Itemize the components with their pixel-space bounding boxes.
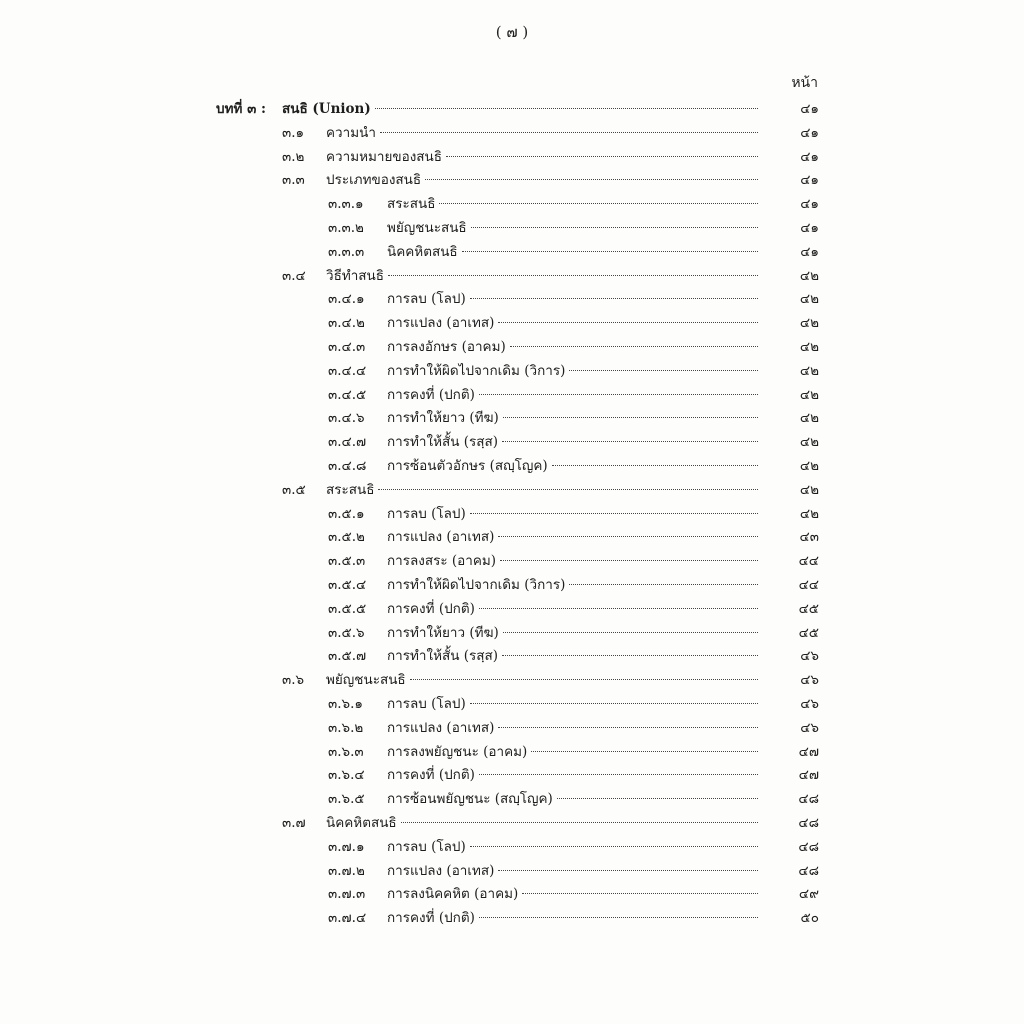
toc-entry-title: การคงที่ (ปกติ) xyxy=(387,600,475,617)
toc-entry-page: ๔๘ xyxy=(798,862,819,879)
toc-entry-number: ๓.๔.๑ xyxy=(328,291,365,308)
toc-entry-number: ๓.๔.๓ xyxy=(328,338,366,355)
toc-entry xyxy=(0,407,1024,431)
toc-entry-number: ๓.๖.๔ xyxy=(328,767,365,784)
toc-entry-title: ความนำ xyxy=(326,124,376,141)
toc-entry-title: สนธิ (Union) xyxy=(282,101,371,117)
toc-entry-title: นิคคหิตสนธิ xyxy=(326,814,397,831)
dot-leader xyxy=(569,370,758,371)
toc-entry-title: สระสนธิ xyxy=(326,481,375,498)
toc-entry xyxy=(0,169,1024,193)
dot-leader xyxy=(502,655,758,656)
toc-entry-number: ๓.๖.๕ xyxy=(328,791,365,808)
dot-leader xyxy=(500,560,758,561)
toc-entry-number: ๓.๔.๘ xyxy=(328,457,367,474)
toc-entry-title: การลงอักษร (อาคม) xyxy=(387,338,506,355)
toc-entry-title: การแปลง (อาเทส) xyxy=(387,315,495,332)
toc-entry-title: การลบ (โลป) xyxy=(387,505,466,522)
dot-leader xyxy=(502,441,758,442)
toc-entry xyxy=(0,883,1024,907)
toc-entry-page: ๔๒ xyxy=(799,434,819,451)
toc-entry-page: ๔๖ xyxy=(800,719,819,736)
dot-leader xyxy=(425,179,758,180)
toc-entry-number: ๓.๗.๒ xyxy=(328,862,365,879)
toc-entry-title: การทำให้สั้น (รสฺส) xyxy=(387,434,498,451)
toc-entry-number: ๓.๖ xyxy=(282,672,305,689)
toc-entry-page: ๔๑ xyxy=(800,101,819,117)
toc-entry-title: การซ้อนพยัญชนะ (สญฺโญค) xyxy=(387,791,553,808)
toc-entry-number: ๓.๖.๓ xyxy=(328,743,364,760)
toc-entry-number: ๓.๔.๒ xyxy=(328,315,365,332)
toc-entry-title-wrap xyxy=(387,431,758,455)
toc-entry xyxy=(0,693,1024,717)
toc-entry-page: ๔๘ xyxy=(798,791,819,808)
toc-entry-page: ๔๒ xyxy=(799,386,819,403)
toc-entry-number: ๓.๕.๗ xyxy=(328,648,367,665)
dot-leader xyxy=(503,417,758,418)
toc-entry-title-wrap xyxy=(326,265,758,289)
toc-entry-page: ๔๒ xyxy=(799,315,819,332)
toc-entry-title-wrap xyxy=(387,836,758,860)
toc-entry-page: ๔๒ xyxy=(799,338,819,355)
toc-entry xyxy=(0,550,1024,574)
toc-entry-number: ๓.๔.๗ xyxy=(328,434,367,451)
table-of-contents xyxy=(0,98,1024,931)
toc-entry-title-wrap xyxy=(387,764,758,788)
dot-leader xyxy=(479,394,758,395)
toc-entry xyxy=(0,146,1024,170)
toc-entry-title: การคงที่ (ปกติ) xyxy=(387,767,475,784)
dot-leader xyxy=(410,679,758,680)
toc-entry-title: พยัญชนะสนธิ xyxy=(387,219,467,236)
toc-entry-title-wrap xyxy=(387,550,758,574)
toc-entry-title: การทำให้ยาว (ทีฆ) xyxy=(387,410,499,427)
toc-entry xyxy=(0,455,1024,479)
toc-entry-title: การทำให้ผิดไปจากเดิม (วิการ) xyxy=(387,362,566,379)
toc-entry-title-wrap xyxy=(387,645,758,669)
toc-entry-page: ๔๒ xyxy=(799,410,819,427)
toc-entry-page: ๔๑ xyxy=(800,148,819,165)
toc-entry xyxy=(0,717,1024,741)
toc-entry-page: ๔๔ xyxy=(798,553,819,570)
dot-leader xyxy=(388,275,758,276)
toc-entry xyxy=(0,98,1024,122)
toc-entry-page: ๔๕ xyxy=(798,624,819,641)
toc-entry xyxy=(0,622,1024,646)
toc-entry-number: ๓.๕.๒ xyxy=(328,529,365,546)
toc-entry-number: ๓.๓.๒ xyxy=(328,219,364,236)
toc-entry-page: ๔๖ xyxy=(800,648,819,665)
toc-entry-page: ๔๓ xyxy=(799,529,819,546)
toc-entry-title-wrap xyxy=(326,812,758,836)
toc-entry-title-wrap xyxy=(387,907,758,931)
dot-leader xyxy=(503,632,758,633)
toc-entry-number: ๓.๕.๕ xyxy=(328,600,367,617)
toc-entry-title-wrap xyxy=(326,479,758,503)
toc-entry-title-wrap xyxy=(387,455,758,479)
toc-entry xyxy=(0,836,1024,860)
toc-entry-title-wrap xyxy=(387,288,758,312)
toc-entry-title: การคงที่ (ปกติ) xyxy=(387,910,475,927)
toc-entry xyxy=(0,360,1024,384)
toc-entry-page: ๔๒ xyxy=(799,267,819,284)
dot-leader xyxy=(552,465,758,466)
toc-entry-title-wrap xyxy=(326,169,758,193)
dot-leader xyxy=(557,798,758,799)
toc-entry xyxy=(0,193,1024,217)
toc-entry-page: ๔๒ xyxy=(799,291,819,308)
toc-entry-number: ๓.๓.๑ xyxy=(328,196,364,213)
toc-entry-title-wrap xyxy=(387,717,758,741)
toc-entry-title-wrap xyxy=(387,622,758,646)
toc-entry xyxy=(0,503,1024,527)
toc-entry-title: การลงสระ (อาคม) xyxy=(387,553,497,570)
toc-entry-title-wrap xyxy=(387,574,758,598)
toc-entry-title-wrap xyxy=(326,122,758,146)
dot-leader xyxy=(498,536,758,537)
toc-entry xyxy=(0,312,1024,336)
toc-entry-number: ๓.๗ xyxy=(282,814,306,831)
toc-entry-number: ๓.๕.๓ xyxy=(328,553,366,570)
dot-leader xyxy=(479,608,758,609)
toc-entry-title-wrap xyxy=(387,741,758,765)
toc-entry-title-wrap xyxy=(387,598,758,622)
toc-entry-number: ๓.๖.๒ xyxy=(328,719,364,736)
toc-entry-number: ๓.๖.๑ xyxy=(328,695,363,712)
toc-entry xyxy=(0,860,1024,884)
toc-entry xyxy=(0,384,1024,408)
toc-entry-page: ๔๒ xyxy=(799,481,819,498)
toc-entry xyxy=(0,265,1024,289)
dot-leader xyxy=(531,751,758,752)
toc-entry-page: ๔๔ xyxy=(798,576,819,593)
toc-entry-title: การลบ (โลป) xyxy=(387,838,466,855)
dot-leader xyxy=(498,322,758,323)
toc-entry-page: ๔๒ xyxy=(799,505,819,522)
toc-entry-title: การแปลง (อาเทส) xyxy=(387,719,495,736)
toc-entry-page: ๔๑ xyxy=(800,172,819,189)
toc-entry xyxy=(0,574,1024,598)
dot-leader xyxy=(498,870,758,871)
toc-entry-title-wrap xyxy=(387,241,758,265)
dot-leader xyxy=(471,227,758,228)
toc-entry-title-wrap xyxy=(387,883,758,907)
toc-entry xyxy=(0,431,1024,455)
dot-leader xyxy=(401,822,758,823)
toc-entry-number: ๓.๗.๔ xyxy=(328,910,367,927)
toc-entry-page: ๔๒ xyxy=(799,457,819,474)
dot-leader xyxy=(479,917,758,918)
page-number: ( ๗ ) xyxy=(495,23,529,41)
toc-entry-title-wrap xyxy=(387,407,758,431)
toc-entry-page: ๔๕ xyxy=(798,600,819,617)
toc-entry-title: การทำให้สั้น (รสฺส) xyxy=(387,648,498,665)
toc-entry-title: การแปลง (อาเทส) xyxy=(387,529,495,546)
dot-leader xyxy=(470,513,758,514)
toc-entry-title-wrap xyxy=(326,146,758,170)
toc-entry xyxy=(0,479,1024,503)
toc-entry xyxy=(0,288,1024,312)
toc-entry xyxy=(0,645,1024,669)
toc-entry-title: การทำให้ผิดไปจากเดิม (วิการ) xyxy=(387,576,566,593)
toc-entry-title: การลบ (โลป) xyxy=(387,695,466,712)
toc-entry-page: ๕๐ xyxy=(800,910,819,927)
toc-entry-title: การลงนิคคหิต (อาคม) xyxy=(387,886,519,903)
toc-entry-title: วิธีทำสนธิ xyxy=(326,267,385,284)
toc-entry xyxy=(0,741,1024,765)
toc-entry-page: ๔๙ xyxy=(798,886,819,903)
toc-entry-number: ๓.๕ xyxy=(282,481,306,498)
toc-entry-page: ๔๘ xyxy=(798,814,819,831)
toc-entry-page: ๔๑ xyxy=(800,196,819,213)
toc-entry-title-wrap xyxy=(387,312,758,336)
toc-entry xyxy=(0,907,1024,931)
dot-leader xyxy=(380,132,758,133)
toc-entry-number: ๓.๓.๓ xyxy=(328,243,365,260)
toc-entry-title: การลงพยัญชนะ (อาคม) xyxy=(387,743,528,760)
toc-entry-number: ๓.๑ xyxy=(282,124,305,141)
toc-entry-page: ๔๑ xyxy=(800,124,819,141)
dot-leader xyxy=(470,846,758,847)
toc-entry-number: ๓.๔.๖ xyxy=(328,410,365,427)
toc-entry xyxy=(0,241,1024,265)
toc-entry-page: ๔๘ xyxy=(798,838,819,855)
toc-entry-title: ประเภทของสนธิ xyxy=(326,172,422,189)
dot-leader xyxy=(439,203,758,204)
toc-entry-title-wrap xyxy=(282,98,758,122)
dot-leader xyxy=(498,727,758,728)
toc-entry-title: สระสนธิ xyxy=(387,196,436,213)
toc-entry-number: ๓.๔.๕ xyxy=(328,386,367,403)
toc-entry-page: ๔๗ xyxy=(798,767,819,784)
toc-entry-title-wrap xyxy=(326,669,758,693)
toc-entry-number: ๓.๒ xyxy=(282,148,305,165)
toc-entry xyxy=(0,526,1024,550)
toc-entry-number: ๓.๔ xyxy=(282,267,306,284)
toc-entry-page: ๔๑ xyxy=(800,243,819,260)
toc-entry-title: นิคคหิตสนธิ xyxy=(387,243,458,260)
dot-leader xyxy=(462,251,758,252)
toc-entry xyxy=(0,122,1024,146)
toc-entry-title-wrap xyxy=(387,360,758,384)
toc-entry-title: การลบ (โลป) xyxy=(387,291,466,308)
toc-entry xyxy=(0,336,1024,360)
dot-leader xyxy=(510,346,758,347)
dot-leader xyxy=(522,893,758,894)
dot-leader xyxy=(569,584,758,585)
toc-entry-title: พยัญชนะสนธิ xyxy=(326,672,406,689)
toc-entry-title-wrap xyxy=(387,193,758,217)
dot-leader xyxy=(375,108,758,109)
toc-entry-title: การแปลง (อาเทส) xyxy=(387,862,495,879)
toc-entry xyxy=(0,598,1024,622)
dot-leader xyxy=(470,298,758,299)
toc-entry-title-wrap xyxy=(387,217,758,241)
toc-entry-title-wrap xyxy=(387,503,758,527)
toc-entry-number: ๓.๕.๔ xyxy=(328,576,367,593)
toc-entry-title: การคงที่ (ปกติ) xyxy=(387,386,475,403)
toc-entry-title: การทำให้ยาว (ทีฆ) xyxy=(387,624,499,641)
toc-entry-title-wrap xyxy=(387,336,758,360)
toc-entry-page: ๔๑ xyxy=(800,219,819,236)
toc-entry-title-wrap xyxy=(387,384,758,408)
toc-entry-number: ๓.๓ xyxy=(282,172,305,189)
toc-entry xyxy=(0,764,1024,788)
dot-leader xyxy=(479,774,758,775)
toc-entry-number: ๓.๕.๑ xyxy=(328,505,365,522)
dot-leader xyxy=(446,156,758,157)
toc-entry-title: ความหมายของสนธิ xyxy=(326,148,443,165)
toc-entry-page: ๔๖ xyxy=(800,695,819,712)
toc-entry-title-wrap xyxy=(387,693,758,717)
toc-entry xyxy=(0,669,1024,693)
toc-entry-number: ๓.๗.๑ xyxy=(328,838,365,855)
toc-entry-title-wrap xyxy=(387,788,758,812)
toc-entry-number: ๓.๕.๖ xyxy=(328,624,365,641)
toc-entry xyxy=(0,217,1024,241)
page-column-header: หน้า xyxy=(791,75,818,91)
toc-entry-title-wrap xyxy=(387,526,758,550)
toc-entry-title-wrap xyxy=(387,860,758,884)
dot-leader xyxy=(470,703,758,704)
toc-entry-page: ๔๗ xyxy=(798,743,819,760)
toc-entry-title: การซ้อนตัวอักษร (สญฺโญค) xyxy=(387,457,548,474)
toc-entry xyxy=(0,788,1024,812)
dot-leader xyxy=(378,489,758,490)
toc-entry-page: ๔๒ xyxy=(799,362,819,379)
toc-entry-number: ๓.๔.๔ xyxy=(328,362,367,379)
toc-entry-page: ๔๖ xyxy=(800,672,819,689)
chapter-label: บทที่ ๓ : xyxy=(216,101,266,117)
toc-entry xyxy=(0,812,1024,836)
toc-entry-number: ๓.๗.๓ xyxy=(328,886,366,903)
